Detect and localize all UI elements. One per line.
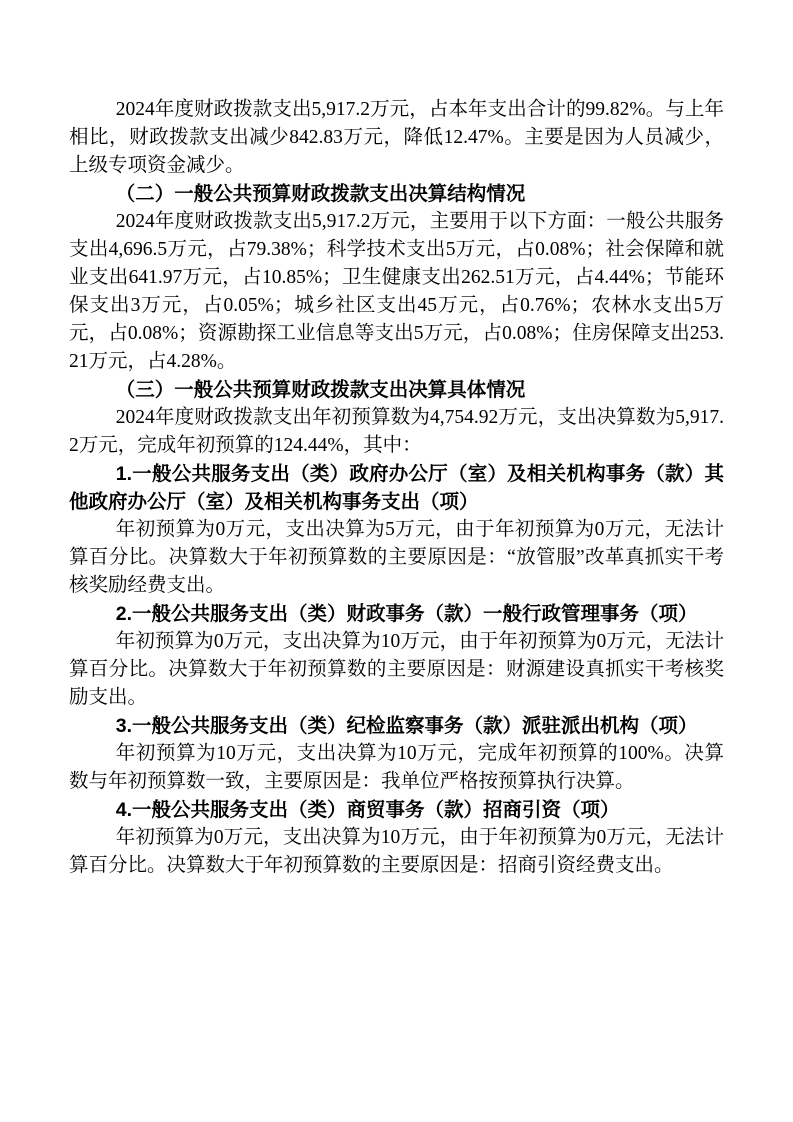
paragraph-item-1-explanation: 年初预算为0万元，支出决算为5万元，由于年初预算为0万元，无法计算百分比。决算数大于年初预算数的主要原因是：“放管服”改革真抓实干考核奖励经费支出。 <box>69 519 724 596</box>
paragraph-expenditure-structure-breakdown: 2024年度财政拨款支出5,917.2万元，主要用于以下方面：一般公共服务支出4,696.5万元，占79.38%；科学技术支出5万元，占0.08%；社会保障和就业支出641.97万元，占10.85%；卫生健康支出262.51万元，占4.44%；节能环保支出3万元，占0.05%；城乡社区支出45万元，占0.76%；农林水支出5万元，占0.08%；资源勘探工业信息等支出5万元，占0.08%；住房保障支出253.21万元，占4.28%。 <box>69 211 724 372</box>
paragraph-fiscal-expenditure-summary: 2024年度财政拨款支出5,917.2万元，占本年支出合计的99.82%。与上年相比，财政拨款支出减少842.83万元，降低12.47%。主要是因为人员减少，上级专项资金减少。 <box>69 99 724 176</box>
paragraph-item-2-explanation: 年初预算为0万元，支出决算为10万元，由于年初预算为0万元，无法计算百分比。决算数大于年初预算数的主要原因是：财源建设真抓实干考核奖励支出。 <box>69 631 724 708</box>
heading-item-2-financial-affairs: 2.一般公共服务支出（类）财政事务（款）一般行政管理事务（项） <box>115 603 698 625</box>
heading-section-2-expenditure-structure: （二）一般公共预算财政拨款支出决算结构情况 <box>115 183 526 205</box>
paragraph-item-4-explanation: 年初预算为0万元，支出决算为10万元，由于年初预算为0万元，无法计算百分比。决算数大于年初预算数的主要原因是：招商引资经费支出。 <box>69 827 724 876</box>
heading-section-3-expenditure-details: （三）一般公共预算财政拨款支出决算具体情况 <box>115 379 526 401</box>
paragraph-item-3-explanation: 年初预算为10万元，支出决算为10万元，完成年初预算的100%。决算数与年初预算数一致，主要原因是：我单位严格按预算执行决算。 <box>69 743 724 792</box>
heading-item-4-trade-affairs: 4.一般公共服务支出（类）商贸事务（款）招商引资（项） <box>115 799 620 821</box>
heading-item-3-discipline-inspection: 3.一般公共服务支出（类）纪检监察事务（款）派驻派出机构（项） <box>115 715 698 737</box>
document-body <box>69 96 724 880</box>
heading-item-1-government-office-affairs: 1.一般公共服务支出（类）政府办公厅（室）及相关机构事务（款）其他政府办公厅（室）及相关机构事务支出（项） <box>69 463 724 513</box>
paragraph-budget-vs-final-summary: 2024年度财政拨款支出年初预算数为4,754.92万元，支出决算数为5,917.2万元，完成年初预算的124.44%，其中： <box>69 407 724 456</box>
